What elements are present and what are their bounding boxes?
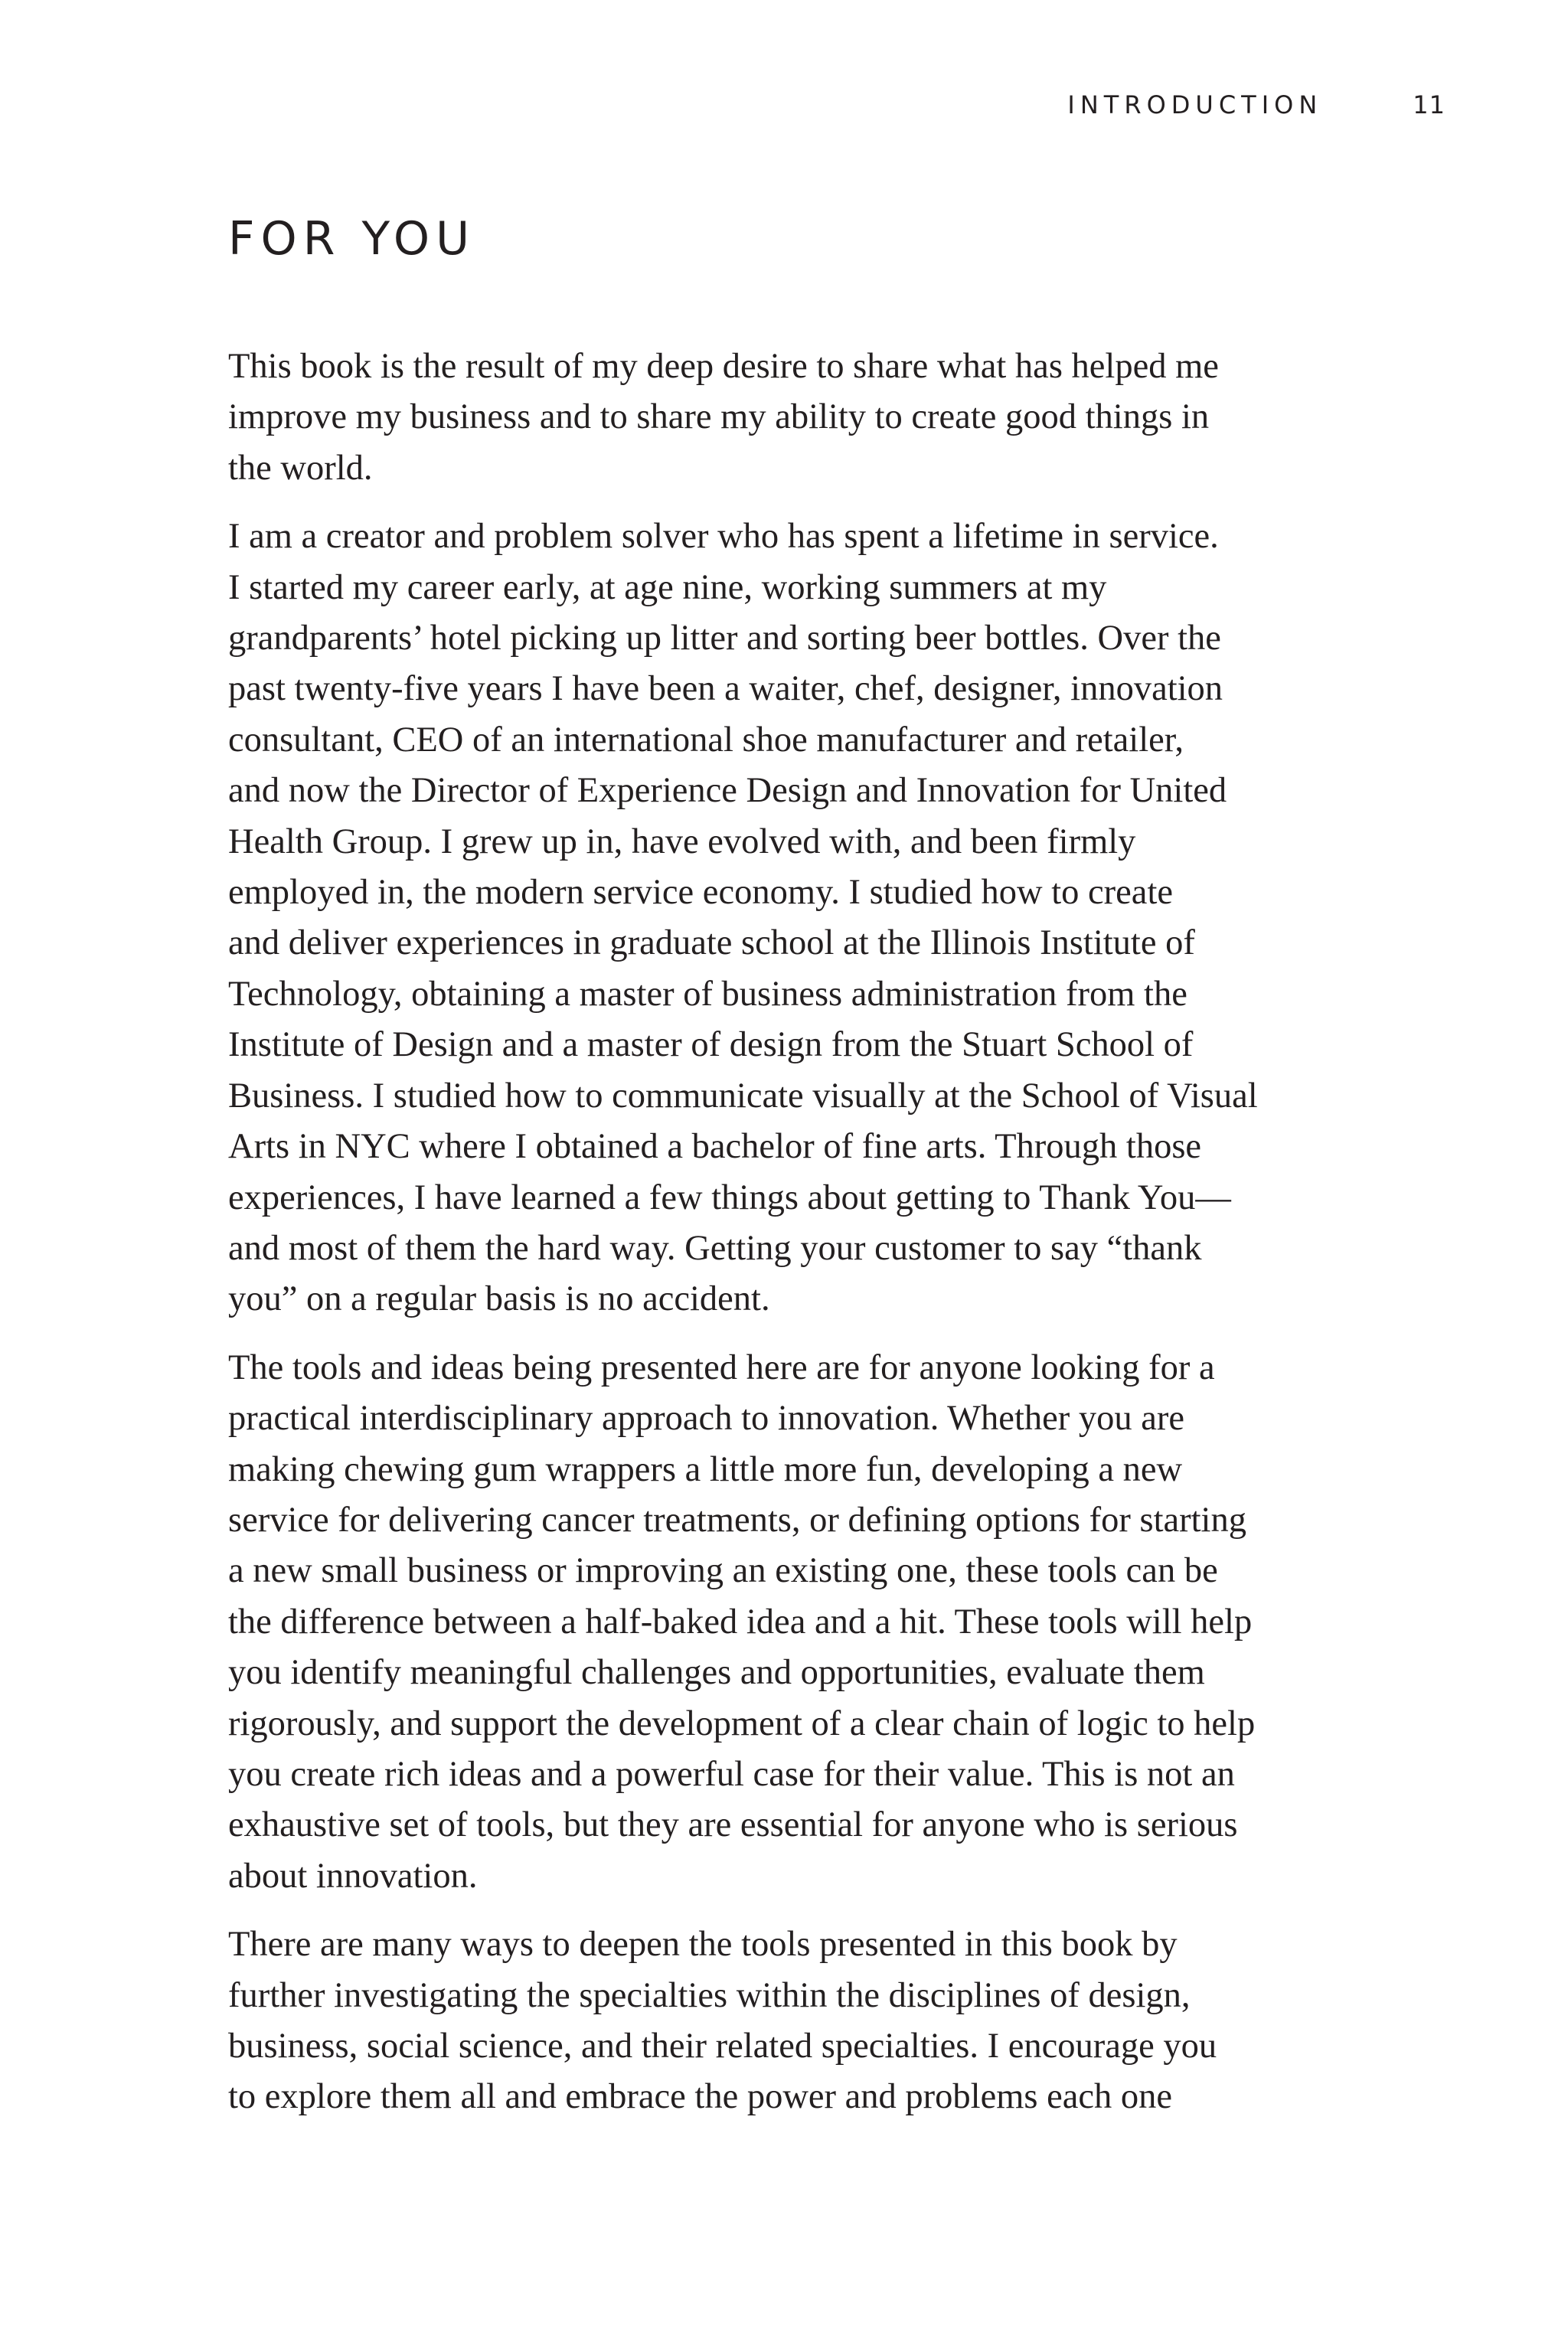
text-line: Technology, obtaining a master of business administration from the: [228, 974, 1187, 1014]
text-line: The tools and ideas being presented here are for anyone looking for a: [228, 1348, 1215, 1387]
text-line: Health Group. I grew up in, have evolved with, and been firmly: [228, 822, 1136, 861]
body-text: [228, 341, 1461, 2141]
text-line: exhaustive set of tools, but they are essential for anyone who is serious: [228, 1805, 1238, 1845]
text-line: employed in, the modern service economy. I studied how to create: [228, 873, 1173, 913]
text-line: experiences, I have learned a few things about getting to Thank You—: [228, 1178, 1231, 1217]
text-line: you create rich ideas and a powerful case for their value. This is not an: [228, 1754, 1235, 1794]
running-header-section: INTRODUCTION: [1067, 90, 1323, 119]
text-line: about innovation.: [228, 1856, 478, 1896]
paragraph: [228, 341, 1461, 494]
text-line: consultant, CEO of an international shoe manufacturer and retailer,: [228, 720, 1184, 760]
text-line: I started my career early, at age nine, working summers at my: [228, 567, 1107, 607]
text-line: past twenty-five years I have been a waiter, chef, designer, innovation: [228, 669, 1223, 709]
text-line: This book is the result of my deep desire to share what has helped me: [228, 347, 1219, 386]
text-line: and most of them the hard way. Getting your customer to say “thank: [228, 1228, 1202, 1268]
text-line: and now the Director of Experience Design and Innovation for United: [228, 771, 1227, 811]
paragraph: [228, 511, 1461, 1325]
text-line: There are many ways to deepen the tools presented in this book by: [228, 1925, 1178, 1965]
text-line: making chewing gum wrappers a little more fun, developing a new: [228, 1449, 1183, 1489]
text-line: further investigating the specialties within the disciplines of design,: [228, 1975, 1191, 2015]
text-line: Arts in NYC where I obtained a bachelor of fine arts. Through those: [228, 1127, 1202, 1167]
text-line: you” on a regular basis is no accident.: [228, 1279, 770, 1319]
text-line: you identify meaningful challenges and opportunities, evaluate them: [228, 1653, 1205, 1693]
running-header: [1067, 90, 1446, 119]
text-line: and deliver experiences in graduate school at the Illinois Institute of: [228, 923, 1195, 963]
text-line: rigorously, and support the development of a clear chain of logic to help: [228, 1704, 1256, 1743]
text-line: the difference between a half-baked idea and a hit. These tools will help: [228, 1602, 1253, 1642]
paragraph: [228, 1343, 1461, 1902]
text-line: business, social science, and their related specialties. I encourage you: [228, 2027, 1217, 2066]
text-line: Business. I studied how to communicate visually at the School of Visual: [228, 1076, 1258, 1116]
text-line: I am a creator and problem solver who has spent a lifetime in service.: [228, 517, 1219, 557]
text-line: improve my business and to share my ability to create good things in: [228, 397, 1210, 437]
text-line: to explore them all and embrace the power and problems each one: [228, 2077, 1173, 2117]
text-line: service for delivering cancer treatments, or defining options for starting: [228, 1500, 1246, 1540]
text-line: practical interdisciplinary approach to innovation. Whether you are: [228, 1399, 1185, 1439]
text-line: Institute of Design and a master of design from the Stuart School of: [228, 1025, 1194, 1065]
text-line: a new small business or improving an existing one, these tools can be: [228, 1551, 1218, 1591]
section-heading: FOR YOU: [228, 212, 476, 266]
page-number: 11: [1413, 90, 1446, 119]
text-line: the world.: [228, 448, 373, 488]
paragraph: [228, 1919, 1461, 2123]
text-line: grandparents’ hotel picking up litter and sorting beer bottles. Over the: [228, 619, 1221, 658]
